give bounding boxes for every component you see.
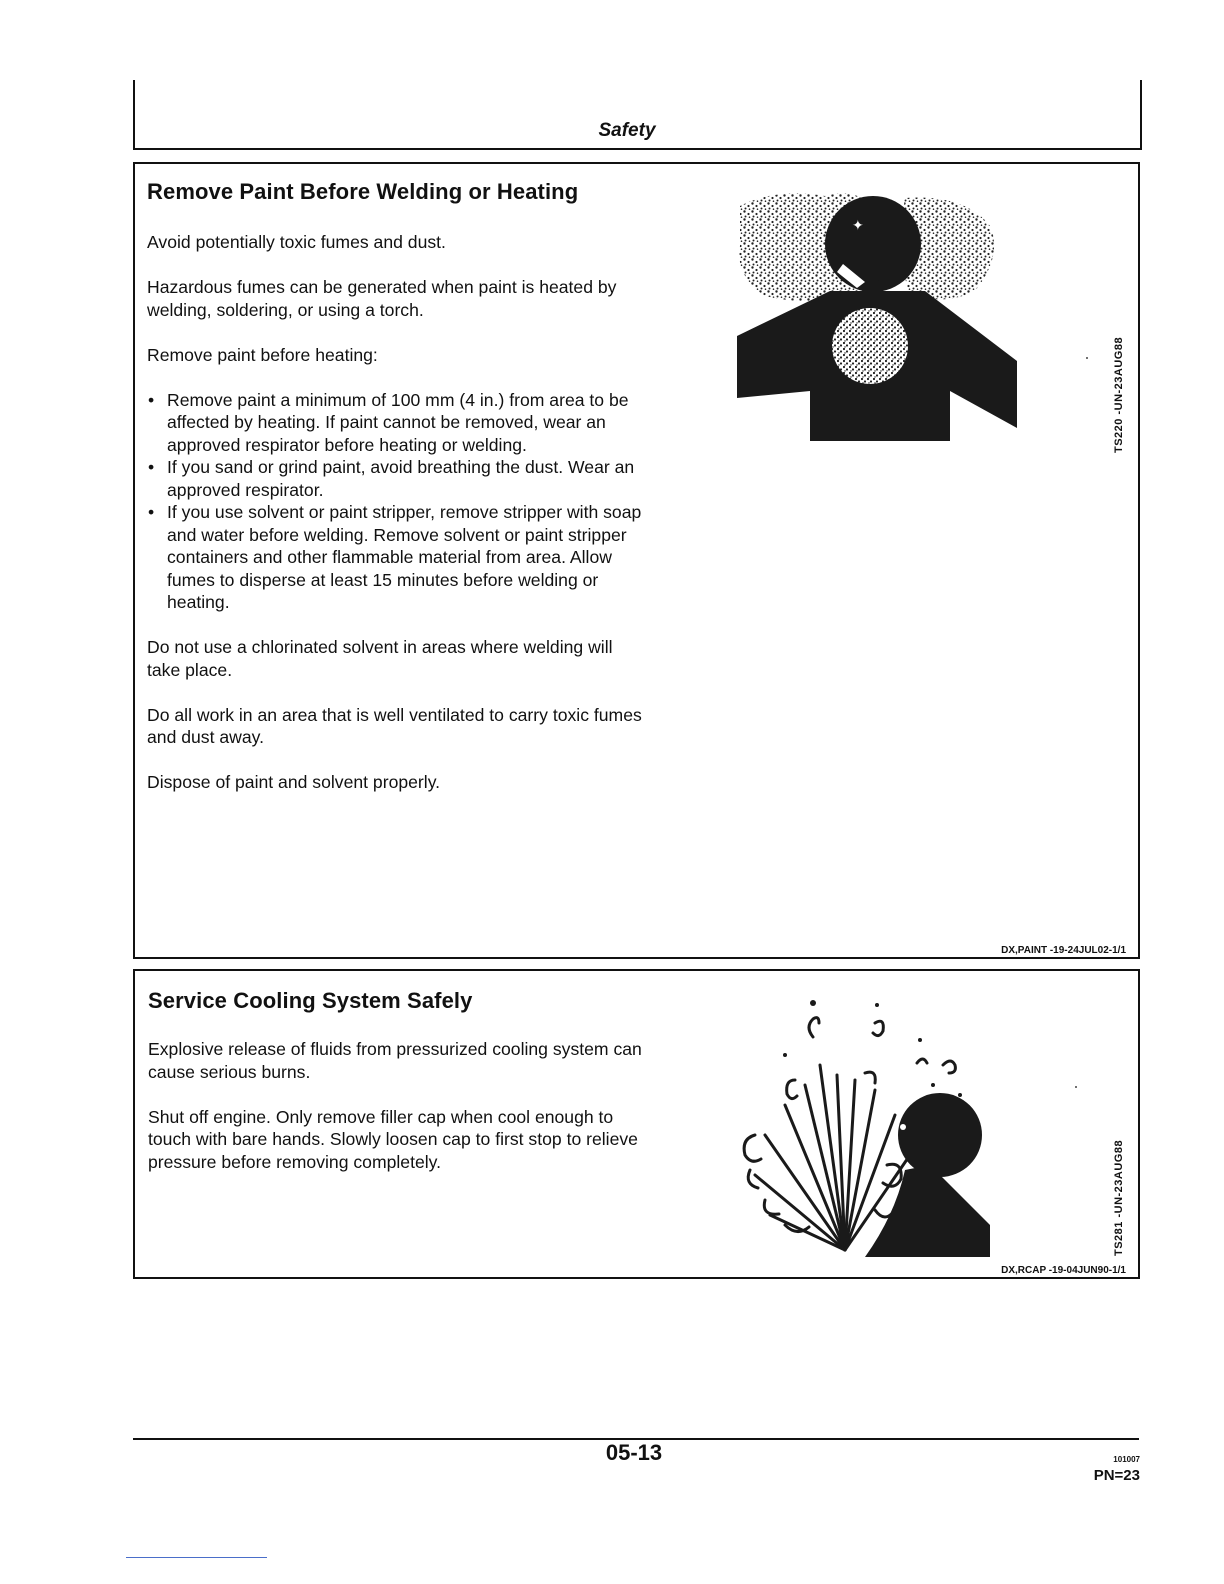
- speck: [1075, 1086, 1077, 1088]
- page-number: 05-13: [605, 1440, 663, 1465]
- corner-line: [126, 1557, 267, 1558]
- document-id: 101007: [1113, 1455, 1140, 1464]
- figure-code: TS220 -UN-23AUG88: [1113, 336, 1125, 453]
- paragraph: Avoid potentially toxic fumes and dust.: [147, 232, 446, 252]
- svg-text:✦: ✦: [852, 218, 864, 234]
- bullet-list: [147, 389, 647, 614]
- reference-code: DX,PAINT -19-24JUL02-1/1: [1001, 945, 1126, 956]
- bullet-item: • If you sand or grind paint, avoid breathing the dust. Wear an approved respirator.: [147, 456, 647, 501]
- section-heading: Service Cooling System Safely: [148, 988, 473, 1013]
- section-body: [148, 1038, 648, 1196]
- paragraph: Hazardous fumes can be generated when paint is heated by welding, soldering, or using a torch.: [147, 277, 617, 320]
- reference-code: DX,RCAP -19-04JUN90-1/1: [1001, 1265, 1126, 1276]
- page-header-title: Safety: [598, 120, 656, 141]
- paragraph: Dispose of paint and solvent properly.: [147, 772, 441, 792]
- toxic-fumes-illustration: [735, 186, 1025, 448]
- speck: [1086, 357, 1088, 359]
- paragraph: Do not use a chlorinated solvent in areas where welding will take place.: [147, 637, 613, 680]
- coolant-spray-illustration: [725, 995, 1015, 1257]
- bullet-item: • If you use solvent or paint stripper, remove stripper with soap and water before welding. Remove solvent or paint stripper containers and other flammable material from area. Allow fumes to disperse at least 15 minutes before welding or heating.: [147, 501, 647, 614]
- section-body: [147, 231, 647, 816]
- paragraph: Remove paint before heating:: [147, 344, 378, 365]
- paragraph: Do all work in an area that is well ventilated to carry toxic fumes and dust away.: [147, 704, 642, 747]
- bullet-item: • Remove paint a minimum of 100 mm (4 in.) from area to be affected by heating. If paint cannot be removed, wear an approved respirator before heating or welding.: [147, 389, 647, 457]
- paragraph: Shut off engine. Only remove filler cap when cool enough to touch with bare hands. Slowly loosen cap to first stop to relieve pressure before removing completely.: [148, 1106, 638, 1172]
- page-sequence-number: PN=23: [1093, 1467, 1140, 1484]
- paragraph: Explosive release of fluids from pressurized cooling system can cause serious burns.: [148, 1039, 642, 1082]
- section-heading: Remove Paint Before Welding or Heating: [147, 179, 579, 204]
- figure-code: TS281 -UN-23AUG88: [1113, 1139, 1125, 1256]
- section-remove-paint: [133, 162, 1140, 959]
- section-cooling-system: [133, 969, 1140, 1279]
